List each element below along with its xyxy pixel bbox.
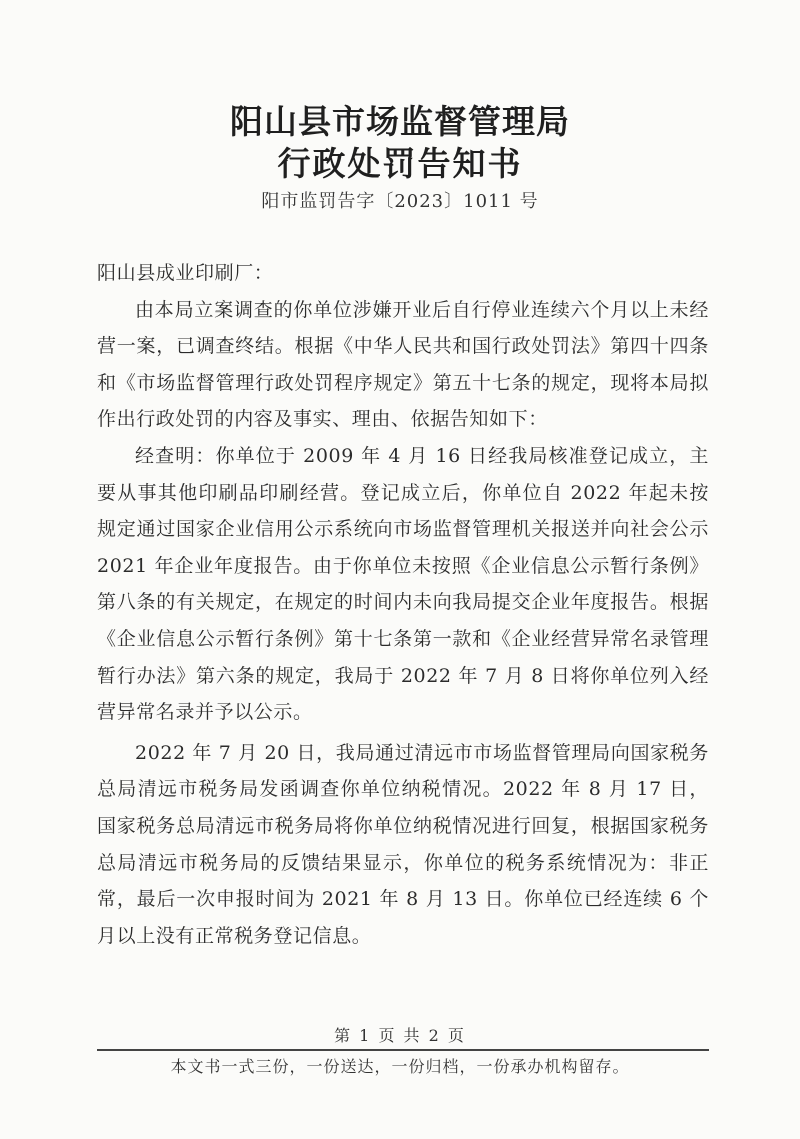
document-body [97,255,709,954]
paragraph-tax-investigation: 2022 年 7 月 20 日，我局通过清远市市场监督管理局向国家税务总局清远市税务局发函调查你单位纳税情况。2022 年 8 月 17 日，国家税务总局清远市税务局将你单位纳税情况进行回复，根据国家税务总局清远市税务局的反馈结果显示，你单位的税务系统情况为：非正常，最后一次申报时间为 2021 年 8 月 13 日。你单位已经连续 6 个月以上没有正常税务登记信息。 [97,741,709,947]
page-indicator: 第 1 页 共 2 页 [334,1026,466,1045]
paragraph-findings: 经查明：你单位于 2009 年 4 月 16 日经我局核准登记成立，主要从事其他印刷品印刷经营。登记成立后，你单位自 2022 年起未按规定通过国家企业信用公示系统向市场监督管理机关报送并向社会公示 2021 年企业年度报告。由于你单位未按照《企业信息公示暂行条例》第八条的有关规定，在规定的时间内未向我局提交企业年度报告。根据《企业信息公示暂行条例》第十七条第一款和《企业经营异常名录管理暂行办法》第六条的规定，我局于 2022 年 7 月 8 日将你单位列入经营异常名录并予以公示。 [97,444,709,724]
addressee: 阳山县成业印刷厂： [97,262,274,284]
footer-divider [97,1049,709,1051]
document-number: 阳市监罚告字〔2023〕1011 号 [261,191,539,212]
paragraph-intro: 由本局立案调查的你单位涉嫌开业后自行停业连续六个月以上未经营一案，已调查终结。根据《中华人民共和国行政处罚法》第四十四条和《市场监督管理行政处罚程序规定》第五十七条的规定，现将本局拟作出行政处罚的内容及事实、理由、依据告知如下： [97,298,709,431]
document-type-title: 行政处罚告知书 [277,144,523,183]
copies-note: 本文书一式三份，一份送达，一份归档，一份承办机构留存。 [170,1057,630,1076]
agency-title: 阳山县市场监督管理局 [230,102,570,141]
